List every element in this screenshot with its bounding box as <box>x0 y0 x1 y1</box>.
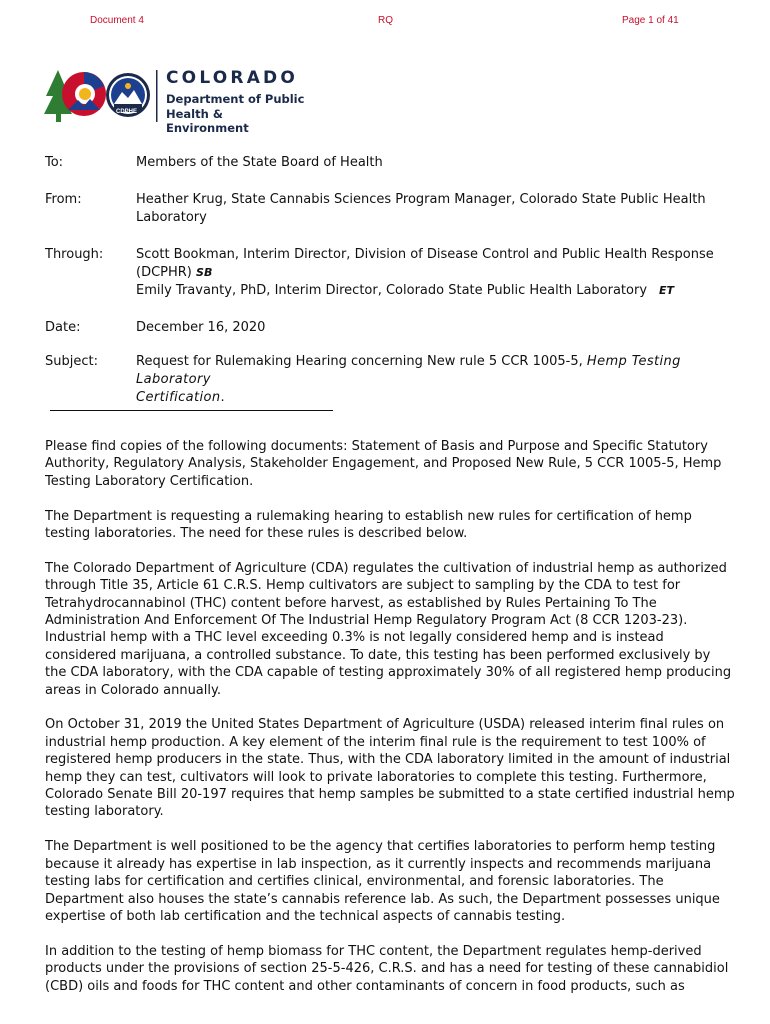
memo-divider <box>50 410 333 411</box>
document-number: Document 4 <box>90 15 144 26</box>
logo-wordmark: COLORADO <box>166 68 299 88</box>
memo-body <box>45 438 735 1012</box>
body-paragraph: On October 31, 2019 the United States Department of Agriculture (USDA) released interim final rules on industrial hemp production. A key element of the interim final rule is the requirement to test 100% of registered hemp producers in the state. Thus, with the CDA laboratory limited in the amount of industrial hemp they can test, cultivators will look to private laboratories to complete this testing. Furthermore, Colorado Senate Bill 20-197 requires that hemp samples be submitted to a state certified industrial hemp testing laboratory. <box>45 717 735 820</box>
through-value-line3: Emily Travanty, PhD, Interim Director, Colorado State Public Health Laboratory <box>136 283 648 298</box>
to-value: Members of the State Board of Health <box>136 155 383 170</box>
to-label: To: <box>45 155 64 170</box>
subject-text: Request for Rulemaking Hearing concerning New rule 5 CCR 1005-5, <box>136 354 587 369</box>
body-paragraph: Please find copies of the following documents: Statement of Basis and Purpose and Specific Statutory Authority, Regulatory Analysis, Stakeholder Engagement, and Proposed New Rule, 5 CCR 1005-5, Hemp Testing Laboratory Certification. <box>45 439 722 489</box>
through-initials-et: ET <box>659 284 675 297</box>
subject-label: Subject: <box>45 354 98 369</box>
logo-department-line1: Department of Public <box>166 92 305 106</box>
body-paragraph: The Colorado Department of Agriculture (CDA) regulates the cultivation of industrial hemp as authorized through Title 35, Article 61 C.R.S. Hemp cultivators are subject to sampling by the CDA to test for Tetrahydrocannabinol (THC) content before harvest, as established by Rules Pertaining To The Administration And Enforcement Of The Industrial Hemp Regulatory Program Act (8 CCR 1203-23). Industrial hemp with a THC level exceeding 0.3% is not legally considered hemp and is instead considered marijuana, a controlled substance. To date, this testing has been performed exclusively by the CDA laboratory, with the CDA capable of testing approximately 30% of all registered hemp producing areas in Colorado annually. <box>45 560 732 698</box>
logo-department-line2: Health & Environment <box>166 107 249 135</box>
cdphe-logo <box>44 66 306 135</box>
body-paragraph: The Department is well positioned to be the agency that certifies laboratories to perform hemp testing because it already has expertise in lab inspection, as it currently inspects and recommends marijuana testing labs for certification and certifies clinical, environmental, and forensic laboratories. The Department also houses the state’s cannabis reference lab. As such, the Department possesses unique expertise of both lab certification and the technical aspects of cannabis testing. <box>45 839 720 924</box>
page-number: Page 1 of 41 <box>622 15 679 26</box>
date-label: Date: <box>45 320 81 335</box>
through-value-line1: Scott Bookman, Interim Director, Division of Disease Control and Public Health Response <box>136 247 714 262</box>
subject-rule-title: Hemp Testing Laboratory <box>136 354 681 387</box>
logo-seal-label: CDPHE <box>116 109 138 115</box>
header-center-code: RQ <box>378 15 393 26</box>
through-initials-sb: SB <box>196 266 213 279</box>
from-label: From: <box>45 192 82 207</box>
through-value-line2: (DCPHR) <box>136 265 192 280</box>
subject-rule-title-cont: Certification <box>136 390 221 405</box>
subject-period: . <box>220 390 225 405</box>
body-paragraph: In addition to the testing of hemp biomass for THC content, the Department regulates hemp-derived products under the provisions of section 25-5-426, C.R.S. and has a need for testing of these cannabidiol (CBD) oils and foods for THC content and other contaminants of concern in food products, such as <box>45 943 729 994</box>
body-paragraph: The Department is requesting a rulemaking hearing to establish new rules for certification of hemp testing laboratories. The need for these rules is described below. <box>45 508 692 542</box>
date-value: December 16, 2020 <box>136 320 266 335</box>
from-value-line2: Laboratory <box>136 210 207 225</box>
from-value-line1: Heather Krug, State Cannabis Sciences Program Manager, Colorado State Public Health <box>136 192 706 207</box>
through-label: Through: <box>45 247 104 262</box>
